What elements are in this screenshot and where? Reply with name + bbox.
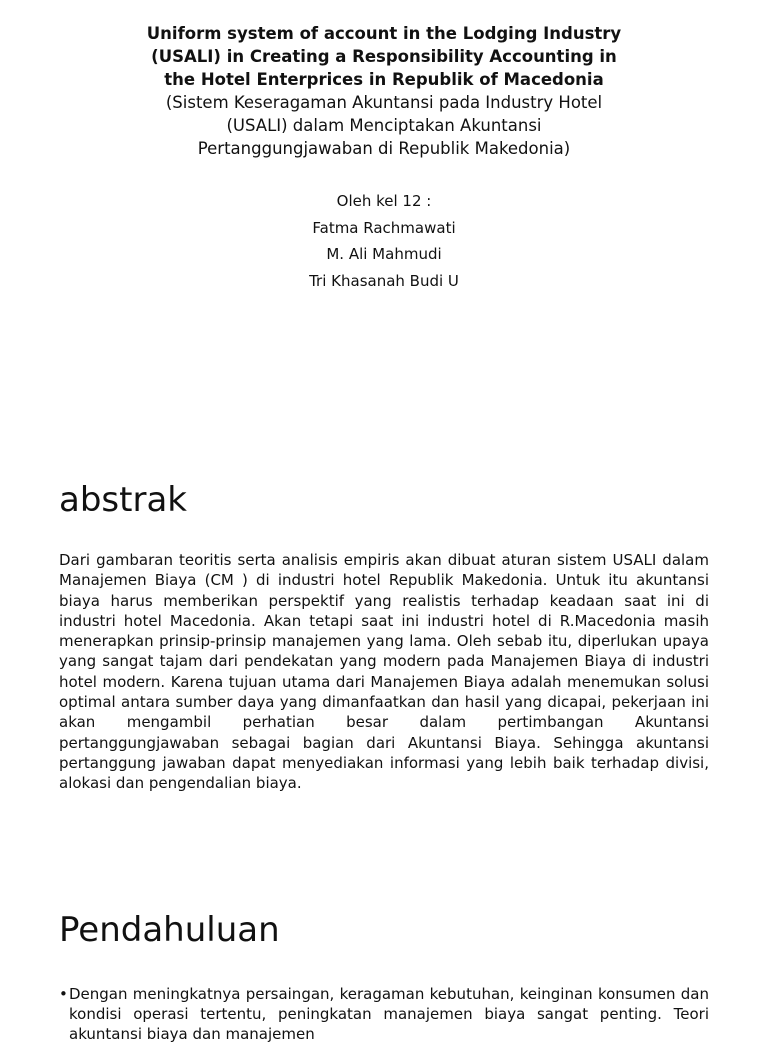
pendahuluan-bullets [59, 984, 709, 1044]
list-item [59, 984, 709, 1044]
title-line: Uniform system of account in the Lodging Industry [146, 24, 622, 43]
document-title [60, 22, 708, 91]
abstrak-slide [0, 420, 768, 860]
author-name: Tri Khasanah Budi U [309, 271, 459, 290]
author-list [0, 192, 768, 298]
subtitle-line: (USALI) dalam Menciptakan Akuntansi [226, 116, 542, 135]
bullet-text: Dengan meningkatnya persaingan, keragaman kebutuhan, keinginan konsumen dan kondisi operasi tertentu, peningkatan manajemen biaya sangat penting. Teori akuntansi biaya dan manajemen [69, 985, 709, 1043]
abstrak-body: Dari gambaran teoritis serta analisis empiris akan dibuat aturan sistem USALI dalam Manajemen Biaya (CM ) di industri hotel Republik Makedonia. Untuk itu akuntansi biaya harus memberikan perspektif yang realistis terhadap keadaan saat ini di industri hotel Macedonia. Akan tetapi saat ini industri hotel di R.Macedonia masih menerapkan prinsip-prinsip manajemen yang lama. Oleh sebab itu, diperlukan upaya yang sangat tajam dari pendekatan yang modern pada Manajemen Biaya di industri hotel modern. Karena tujuan utama dari Manajemen Biaya adalah menemukan solusi optimal antara sumber daya yang dimanfaatkan dan hasil yang dicapai, pekerjaan ini akan mengambil perhatian besar dalam pertimbangan Akuntansi pertanggungjawaban sebagai bagian dari Akuntansi Biaya. Sehingga akuntansi pertanggung jawaban dapat menyediakan informasi yang lebih baik terhadap divisi, alokasi dan pengendalian biaya. [59, 551, 709, 793]
pendahuluan-slide [0, 860, 768, 1043]
document-subtitle [60, 91, 708, 160]
group-label: Oleh kel 12 : [336, 192, 432, 210]
pendahuluan-heading: Pendahuluan [59, 910, 280, 950]
subtitle-line: Pertanggungjawaban di Republik Makedonia) [197, 139, 571, 158]
author-name: Fatma Rachmawati [312, 218, 456, 237]
bullet-icon: • [59, 985, 68, 1003]
title-line: the Hotel Enterprices in Republik of Macedonia [164, 70, 604, 89]
subtitle-line: (Sistem Keseragaman Akuntansi pada Industry Hotel [165, 93, 603, 112]
abstrak-heading: abstrak [59, 480, 187, 520]
title-line: (USALI) in Creating a Responsibility Accounting in [151, 47, 617, 66]
title-block [60, 22, 708, 160]
author-name: M. Ali Mahmudi [326, 245, 442, 263]
title-slide [0, 0, 768, 420]
